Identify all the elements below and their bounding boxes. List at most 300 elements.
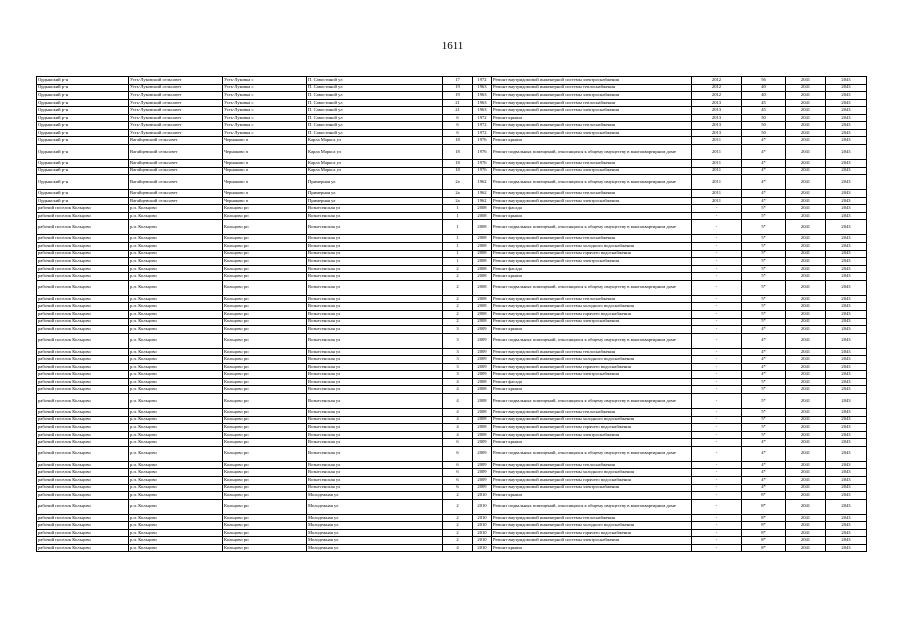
cell-municipality: р.п. Кольцово: [129, 529, 223, 537]
cell-house-number: 1: [443, 220, 473, 235]
cell-end-year: 2043: [826, 77, 867, 85]
cell-privatization-year: 2011: [692, 160, 742, 168]
cell-end-year: 2043: [826, 378, 867, 386]
cell-wear-percent: 5*: [742, 235, 786, 243]
cell-house-number: 4: [443, 393, 473, 408]
cell-municipality: р.п. Кольцово: [129, 258, 223, 266]
cell-end-year: 2043: [826, 92, 867, 100]
cell-privatization-year: 2012: [692, 84, 742, 92]
cell-privatization-year: -: [692, 499, 742, 514]
cell-wear-percent: 4*: [742, 469, 786, 477]
cell-house-number: 4: [443, 378, 473, 386]
cell-settlement: Усть-Луковка с: [223, 77, 307, 85]
cell-build-year: 2009: [473, 446, 492, 461]
cell-settlement: Кольцово рп: [223, 544, 307, 552]
cell-start-year: 2041: [786, 250, 826, 258]
cell-district: Ордынский р-н: [37, 160, 129, 168]
cell-work-type: Ремонт внутридомовой инженерной системы электроснабжения: [492, 318, 692, 326]
cell-street: Вознесенская ул: [307, 416, 443, 424]
cell-wear-percent: 50: [742, 114, 786, 122]
cell-settlement: Кольцово рп: [223, 310, 307, 318]
cell-end-year: 2043: [826, 514, 867, 522]
cell-municipality: Усть-Луковский сельсовет: [129, 99, 223, 107]
cell-build-year: 2009: [473, 333, 492, 348]
cell-wear-percent: 5*: [742, 280, 786, 295]
cell-wear-percent: 5*: [742, 409, 786, 417]
page-number: 1611: [441, 40, 464, 52]
cell-privatization-year: -: [692, 371, 742, 379]
cell-build-year: 2008: [473, 250, 492, 258]
table-row: [37, 258, 867, 266]
cell-privatization-year: 2011: [692, 190, 742, 198]
cell-house-number: 17: [443, 77, 473, 85]
cell-street: П. Савостиной ул: [307, 77, 443, 85]
cell-start-year: 2041: [786, 280, 826, 295]
cell-municipality: р.п. Кольцово: [129, 522, 223, 530]
cell-municipality: р.п. Кольцово: [129, 318, 223, 326]
cell-start-year: 2041: [786, 492, 826, 500]
cell-wear-percent: 8*: [742, 529, 786, 537]
cell-district: рабочий поселок Кольцово: [37, 416, 129, 424]
cell-wear-percent: 4*: [742, 461, 786, 469]
cell-settlement: Чернаково п: [223, 137, 307, 145]
cell-work-type: Ремонт внутридомовой инженерной системы горячего водоснабжения: [492, 250, 692, 258]
cell-build-year: 1976: [473, 144, 492, 159]
cell-settlement: Кольцово рп: [223, 446, 307, 461]
cell-street: Вознесенская ул: [307, 265, 443, 273]
cell-build-year: 2008: [473, 205, 492, 213]
cell-work-type: Ремонт внутридомовой инженерной системы электроснабжения: [492, 129, 692, 137]
cell-wear-percent: 5*: [742, 386, 786, 394]
cell-district: рабочий поселок Кольцово: [37, 386, 129, 394]
cell-work-type: Ремонт внутридомовой инженерной системы электроснабжения: [492, 431, 692, 439]
cell-end-year: 2043: [826, 439, 867, 447]
cell-end-year: 2043: [826, 137, 867, 145]
cell-work-type: Ремонт внутридомовой инженерной системы электроснабжения: [492, 107, 692, 115]
cell-settlement: Кольцово рп: [223, 220, 307, 235]
cell-build-year: 2009: [473, 469, 492, 477]
cell-municipality: р.п. Кольцово: [129, 333, 223, 348]
cell-settlement: Кольцово рп: [223, 371, 307, 379]
cell-settlement: Усть-Луковка с: [223, 107, 307, 115]
cell-start-year: 2041: [786, 144, 826, 159]
cell-start-year: 2041: [786, 258, 826, 266]
cell-start-year: 2041: [786, 469, 826, 477]
cell-privatization-year: -: [692, 220, 742, 235]
cell-district: рабочий поселок Кольцово: [37, 544, 129, 552]
cell-settlement: Кольцово рп: [223, 295, 307, 303]
cell-settlement: Кольцово рп: [223, 265, 307, 273]
cell-district: рабочий поселок Кольцово: [37, 273, 129, 281]
cell-district: рабочий поселок Кольцово: [37, 446, 129, 461]
cell-wear-percent: 5*: [742, 431, 786, 439]
cell-work-type: Ремонт внутридомовой инженерной системы электроснабжения: [492, 92, 692, 100]
cell-settlement: Кольцово рп: [223, 250, 307, 258]
cell-work-type: Ремонт внутридомовой инженерной системы теплоснабжения: [492, 295, 692, 303]
cell-house-number: 21: [443, 99, 473, 107]
cell-privatization-year: 2012: [692, 77, 742, 85]
cell-municipality: р.п. Кольцово: [129, 484, 223, 492]
cell-work-type: Ремонт внутридомовой инженерной системы холодного водоснабжения: [492, 356, 692, 364]
cell-settlement: Кольцово рп: [223, 529, 307, 537]
cell-house-number: 6: [443, 476, 473, 484]
cell-settlement: Кольцово рп: [223, 431, 307, 439]
cell-start-year: 2041: [786, 295, 826, 303]
cell-street: Вознесенская ул: [307, 280, 443, 295]
cell-district: рабочий поселок Кольцово: [37, 265, 129, 273]
cell-end-year: 2043: [826, 273, 867, 281]
cell-house-number: 2: [443, 310, 473, 318]
cell-end-year: 2043: [826, 250, 867, 258]
cell-house-number: 19: [443, 92, 473, 100]
cell-house-number: 2: [443, 492, 473, 500]
cell-end-year: 2043: [826, 84, 867, 92]
cell-house-number: 1: [443, 243, 473, 251]
cell-build-year: 1972: [473, 122, 492, 130]
table-row: [37, 318, 867, 326]
table-row: [37, 476, 867, 484]
cell-build-year: 1972: [473, 77, 492, 85]
cell-work-type: Ремонт крыши: [492, 114, 692, 122]
cell-end-year: 2043: [826, 114, 867, 122]
table-row: [37, 160, 867, 168]
cell-settlement: Кольцово рп: [223, 416, 307, 424]
cell-build-year: 1963: [473, 92, 492, 100]
cell-house-number: 2: [443, 295, 473, 303]
cell-district: Ордынский р-н: [37, 114, 129, 122]
cell-street: Молодежная ул: [307, 529, 443, 537]
cell-district: рабочий поселок Кольцово: [37, 250, 129, 258]
cell-settlement: Усть-Луковка с: [223, 129, 307, 137]
cell-build-year: 2010: [473, 492, 492, 500]
cell-municipality: р.п. Кольцово: [129, 386, 223, 394]
cell-municipality: р.п. Кольцово: [129, 424, 223, 432]
cell-privatization-year: 2013: [692, 122, 742, 130]
cell-build-year: 2009: [473, 476, 492, 484]
cell-street: Вознесенская ул: [307, 409, 443, 417]
cell-build-year: 1963: [473, 84, 492, 92]
cell-municipality: р.п. Кольцово: [129, 356, 223, 364]
cell-work-type: Ремонт внутридомовой инженерной системы электроснабжения: [492, 258, 692, 266]
cell-district: рабочий поселок Кольцово: [37, 326, 129, 334]
cell-district: рабочий поселок Кольцово: [37, 484, 129, 492]
cell-settlement: Усть-Луковка с: [223, 122, 307, 130]
cell-build-year: 2009: [473, 356, 492, 364]
cell-house-number: 2а: [443, 190, 473, 198]
cell-start-year: 2041: [786, 326, 826, 334]
cell-work-type: Ремонт фасада: [492, 378, 692, 386]
cell-settlement: Кольцово рп: [223, 439, 307, 447]
cell-work-type: Ремонт фасада: [492, 265, 692, 273]
cell-privatization-year: -: [692, 295, 742, 303]
table-body: [37, 77, 867, 552]
cell-work-type: Ремонт подвальных помещений, относящихся к общему имуществу в многоквартирном доме: [492, 220, 692, 235]
cell-street: Вознесенская ул: [307, 484, 443, 492]
cell-build-year: 2008: [473, 280, 492, 295]
cell-privatization-year: 2011: [692, 144, 742, 159]
cell-house-number: 2: [443, 273, 473, 281]
cell-privatization-year: 2013: [692, 107, 742, 115]
cell-end-year: 2043: [826, 175, 867, 190]
cell-build-year: 2008: [473, 416, 492, 424]
cell-build-year: 2008: [473, 318, 492, 326]
cell-settlement: Кольцово рп: [223, 303, 307, 311]
cell-end-year: 2043: [826, 310, 867, 318]
table-row: [37, 303, 867, 311]
cell-district: рабочий поселок Кольцово: [37, 529, 129, 537]
cell-build-year: 2008: [473, 273, 492, 281]
cell-end-year: 2043: [826, 484, 867, 492]
cell-street: Карла Маркса ул: [307, 137, 443, 145]
cell-privatization-year: -: [692, 469, 742, 477]
cell-street: Вознесенская ул: [307, 212, 443, 220]
cell-privatization-year: -: [692, 484, 742, 492]
cell-end-year: 2043: [826, 469, 867, 477]
table-row: [37, 212, 867, 220]
cell-end-year: 2043: [826, 190, 867, 198]
cell-settlement: Чернаково п: [223, 144, 307, 159]
cell-start-year: 2041: [786, 537, 826, 545]
cell-district: Ордынский р-н: [37, 92, 129, 100]
cell-end-year: 2043: [826, 129, 867, 137]
cell-build-year: 2008: [473, 295, 492, 303]
cell-work-type: Ремонт крыши: [492, 273, 692, 281]
cell-municipality: р.п. Кольцово: [129, 544, 223, 552]
cell-street: Молодежная ул: [307, 514, 443, 522]
table-row: [37, 310, 867, 318]
cell-municipality: р.п. Кольцово: [129, 499, 223, 514]
cell-house-number: 4: [443, 386, 473, 394]
cell-work-type: Ремонт подвальных помещений, относящихся к общему имуществу в многоквартирном доме: [492, 446, 692, 461]
cell-build-year: 2008: [473, 258, 492, 266]
cell-wear-percent: 5*: [742, 393, 786, 408]
cell-house-number: 3: [443, 356, 473, 364]
cell-start-year: 2041: [786, 265, 826, 273]
table-row: [37, 114, 867, 122]
cell-end-year: 2043: [826, 212, 867, 220]
cell-start-year: 2041: [786, 371, 826, 379]
cell-street: П. Савостиной ул: [307, 107, 443, 115]
cell-work-type: Ремонт внутридомовой инженерной системы теплоснабжения: [492, 84, 692, 92]
cell-build-year: 2008: [473, 310, 492, 318]
cell-municipality: р.п. Кольцово: [129, 514, 223, 522]
cell-municipality: Вагайцевский сельсовет: [129, 197, 223, 205]
cell-street: Вознесенская ул: [307, 461, 443, 469]
cell-wear-percent: 50: [742, 129, 786, 137]
cell-house-number: 2: [443, 303, 473, 311]
cell-house-number: 21: [443, 107, 473, 115]
cell-build-year: 1962: [473, 197, 492, 205]
cell-end-year: 2043: [826, 318, 867, 326]
cell-wear-percent: 5*: [742, 378, 786, 386]
cell-district: рабочий поселок Кольцово: [37, 310, 129, 318]
cell-settlement: Кольцово рп: [223, 386, 307, 394]
cell-privatization-year: 2011: [692, 197, 742, 205]
cell-start-year: 2041: [786, 303, 826, 311]
cell-district: рабочий поселок Кольцово: [37, 476, 129, 484]
cell-house-number: 4: [443, 431, 473, 439]
cell-house-number: 1: [443, 250, 473, 258]
cell-wear-percent: 5*: [742, 310, 786, 318]
cell-privatization-year: -: [692, 318, 742, 326]
cell-street: Вознесенская ул: [307, 273, 443, 281]
cell-municipality: р.п. Кольцово: [129, 220, 223, 235]
cell-house-number: 3: [443, 333, 473, 348]
cell-house-number: 18: [443, 167, 473, 175]
cell-municipality: р.п. Кольцово: [129, 303, 223, 311]
cell-end-year: 2043: [826, 99, 867, 107]
cell-settlement: Кольцово рп: [223, 393, 307, 408]
cell-street: Вознесенская ул: [307, 235, 443, 243]
cell-house-number: 18: [443, 144, 473, 159]
cell-work-type: Ремонт внутридомовой инженерной системы электроснабжения: [492, 167, 692, 175]
cell-end-year: 2043: [826, 492, 867, 500]
cell-wear-percent: 5*: [742, 250, 786, 258]
cell-district: рабочий поселок Кольцово: [37, 499, 129, 514]
cell-start-year: 2041: [786, 446, 826, 461]
cell-end-year: 2043: [826, 348, 867, 356]
cell-settlement: Чернаково п: [223, 197, 307, 205]
cell-end-year: 2043: [826, 537, 867, 545]
cell-end-year: 2043: [826, 356, 867, 364]
cell-wear-percent: 4*: [742, 348, 786, 356]
cell-house-number: 1: [443, 212, 473, 220]
cell-settlement: Кольцово рп: [223, 235, 307, 243]
cell-start-year: 2041: [786, 499, 826, 514]
table-row: [37, 326, 867, 334]
cell-street: Вознесенская ул: [307, 439, 443, 447]
cell-end-year: 2043: [826, 107, 867, 115]
cell-work-type: Ремонт внутридомовой инженерной системы горячего водоснабжения: [492, 310, 692, 318]
table-row: [37, 386, 867, 394]
table-row: [37, 137, 867, 145]
cell-start-year: 2041: [786, 77, 826, 85]
cell-municipality: Усть-Луковский сельсовет: [129, 84, 223, 92]
cell-work-type: Ремонт внутридомовой инженерной системы холодного водоснабжения: [492, 416, 692, 424]
table-row: [37, 499, 867, 514]
cell-build-year: 1963: [473, 107, 492, 115]
cell-build-year: 2009: [473, 363, 492, 371]
cell-municipality: р.п. Кольцово: [129, 537, 223, 545]
table-row: [37, 484, 867, 492]
cell-district: рабочий поселок Кольцово: [37, 492, 129, 500]
cell-start-year: 2041: [786, 333, 826, 348]
cell-settlement: Усть-Луковка с: [223, 92, 307, 100]
cell-privatization-year: 2011: [692, 137, 742, 145]
cell-work-type: Ремонт внутридомовой инженерной системы холодного водоснабжения: [492, 243, 692, 251]
cell-end-year: 2043: [826, 393, 867, 408]
cell-municipality: Усть-Луковский сельсовет: [129, 107, 223, 115]
cell-build-year: 2008: [473, 265, 492, 273]
cell-settlement: Чернаково п: [223, 190, 307, 198]
cell-street: Примерная ул: [307, 190, 443, 198]
cell-wear-percent: 8*: [742, 499, 786, 514]
cell-privatization-year: -: [692, 439, 742, 447]
cell-wear-percent: 5*: [742, 265, 786, 273]
table-row: [37, 92, 867, 100]
cell-settlement: Чернаково п: [223, 160, 307, 168]
cell-start-year: 2041: [786, 190, 826, 198]
cell-start-year: 2041: [786, 393, 826, 408]
cell-work-type: Ремонт внутридомовой инженерной системы теплоснабжения: [492, 461, 692, 469]
cell-district: рабочий поселок Кольцово: [37, 348, 129, 356]
cell-house-number: 1: [443, 235, 473, 243]
cell-wear-percent: 8*: [742, 537, 786, 545]
cell-district: рабочий поселок Кольцово: [37, 461, 129, 469]
cell-district: Ордынский р-н: [37, 175, 129, 190]
cell-street: Молодежная ул: [307, 537, 443, 545]
table-row: [37, 235, 867, 243]
cell-end-year: 2043: [826, 416, 867, 424]
cell-district: рабочий поселок Кольцово: [37, 295, 129, 303]
cell-wear-percent: 5*: [742, 273, 786, 281]
cell-street: П. Савостиной ул: [307, 99, 443, 107]
cell-settlement: Кольцово рп: [223, 280, 307, 295]
cell-district: рабочий поселок Кольцово: [37, 205, 129, 213]
table-row: [37, 84, 867, 92]
cell-end-year: 2043: [826, 476, 867, 484]
cell-wear-percent: 4*: [742, 439, 786, 447]
cell-privatization-year: -: [692, 409, 742, 417]
cell-municipality: р.п. Кольцово: [129, 476, 223, 484]
cell-wear-percent: 4*: [742, 356, 786, 364]
cell-district: рабочий поселок Кольцово: [37, 522, 129, 530]
cell-work-type: Ремонт внутридомовой инженерной системы электроснабжения: [492, 371, 692, 379]
table-row: [37, 356, 867, 364]
cell-street: Вознесенская ул: [307, 205, 443, 213]
table-row: [37, 295, 867, 303]
cell-work-type: Ремонт внутридомовой инженерной системы горячего водоснабжения: [492, 476, 692, 484]
cell-district: рабочий поселок Кольцово: [37, 514, 129, 522]
cell-district: рабочий поселок Кольцово: [37, 378, 129, 386]
cell-settlement: Усть-Луковка с: [223, 84, 307, 92]
table-row: [37, 393, 867, 408]
cell-start-year: 2041: [786, 529, 826, 537]
cell-district: рабочий поселок Кольцово: [37, 424, 129, 432]
cell-street: П. Савостиной ул: [307, 114, 443, 122]
cell-settlement: Кольцово рп: [223, 326, 307, 334]
cell-work-type: Ремонт внутридомовой инженерной системы электроснабжения: [492, 537, 692, 545]
cell-work-type: Ремонт внутридомовой инженерной системы горячего водоснабжения: [492, 363, 692, 371]
cell-build-year: 2008: [473, 235, 492, 243]
cell-municipality: р.п. Кольцово: [129, 431, 223, 439]
cell-settlement: Кольцово рп: [223, 348, 307, 356]
cell-municipality: р.п. Кольцово: [129, 492, 223, 500]
cell-build-year: 2010: [473, 529, 492, 537]
cell-start-year: 2041: [786, 220, 826, 235]
cell-start-year: 2041: [786, 212, 826, 220]
cell-start-year: 2041: [786, 356, 826, 364]
cell-privatization-year: 2011: [692, 167, 742, 175]
cell-privatization-year: -: [692, 326, 742, 334]
cell-end-year: 2043: [826, 424, 867, 432]
cell-build-year: 1972: [473, 114, 492, 122]
cell-district: рабочий поселок Кольцово: [37, 409, 129, 417]
table-row: [37, 371, 867, 379]
table-row: [37, 197, 867, 205]
cell-build-year: 2009: [473, 461, 492, 469]
table-row: [37, 431, 867, 439]
cell-wear-percent: 45: [742, 107, 786, 115]
cell-district: рабочий поселок Кольцово: [37, 333, 129, 348]
cell-start-year: 2041: [786, 243, 826, 251]
cell-work-type: Ремонт крыши: [492, 386, 692, 394]
cell-wear-percent: 40: [742, 84, 786, 92]
cell-work-type: Ремонт подвальных помещений, относящихся к общему имуществу в многоквартирном доме: [492, 499, 692, 514]
table-row: [37, 469, 867, 477]
cell-start-year: 2041: [786, 431, 826, 439]
cell-privatization-year: -: [692, 333, 742, 348]
